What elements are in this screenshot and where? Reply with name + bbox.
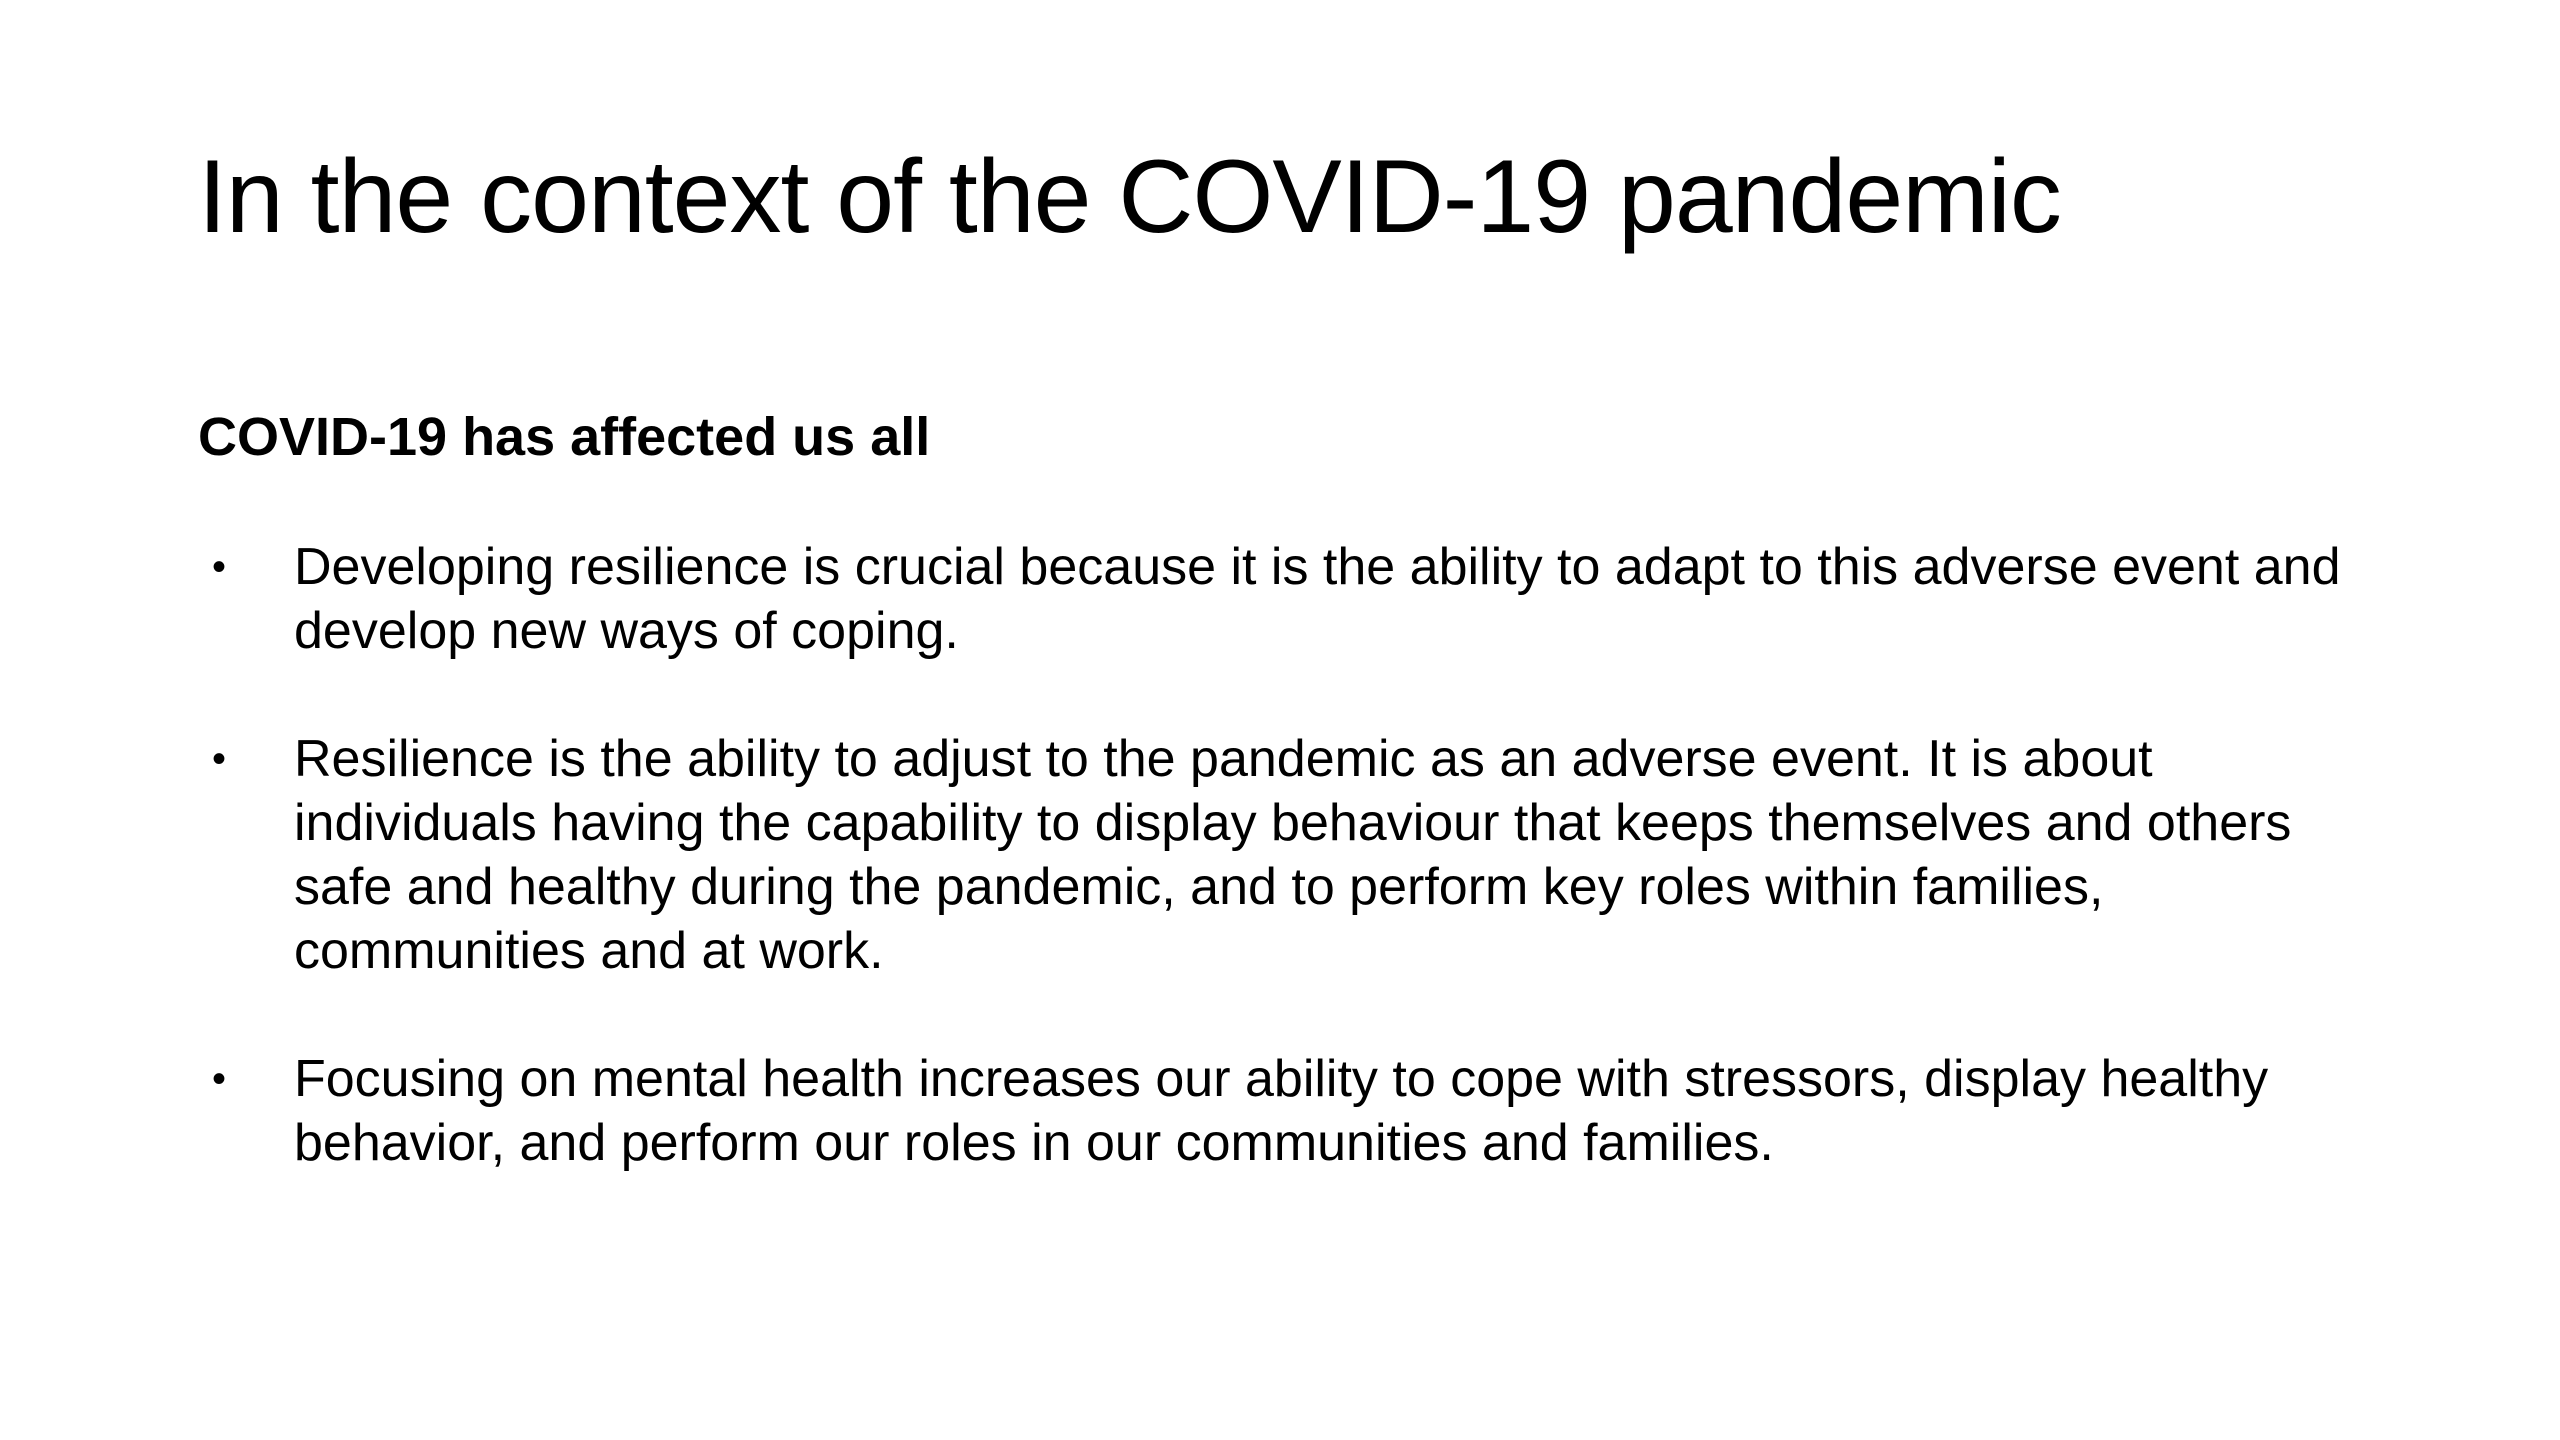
list-item [198, 1047, 2398, 1175]
bullet-icon: • [212, 1057, 227, 1101]
bullet-icon: • [212, 737, 227, 781]
bullet-text: Focusing on mental health increases our ability to cope with stressors, display healthy behavior, and perform our roles in our communities and families. [294, 1050, 2269, 1172]
slide-subheading: COVID-19 has affected us all [198, 407, 931, 467]
bullet-list [198, 535, 2398, 1239]
bullet-text: Developing resilience is crucial because it is the ability to adapt to this adverse event and develop new ways of coping. [294, 538, 2341, 660]
slide-title: In the context of the COVID-19 pandemic [198, 139, 2061, 255]
list-item [198, 727, 2398, 983]
bullet-icon: • [212, 545, 227, 589]
bullet-text: Resilience is the ability to adjust to the pandemic as an adverse event. It is about individuals having the capability to display behaviour that keeps themselves and others safe and healthy during the pandemic, and to perform key roles within families, communities and at work. [294, 730, 2292, 980]
list-item [198, 535, 2398, 663]
